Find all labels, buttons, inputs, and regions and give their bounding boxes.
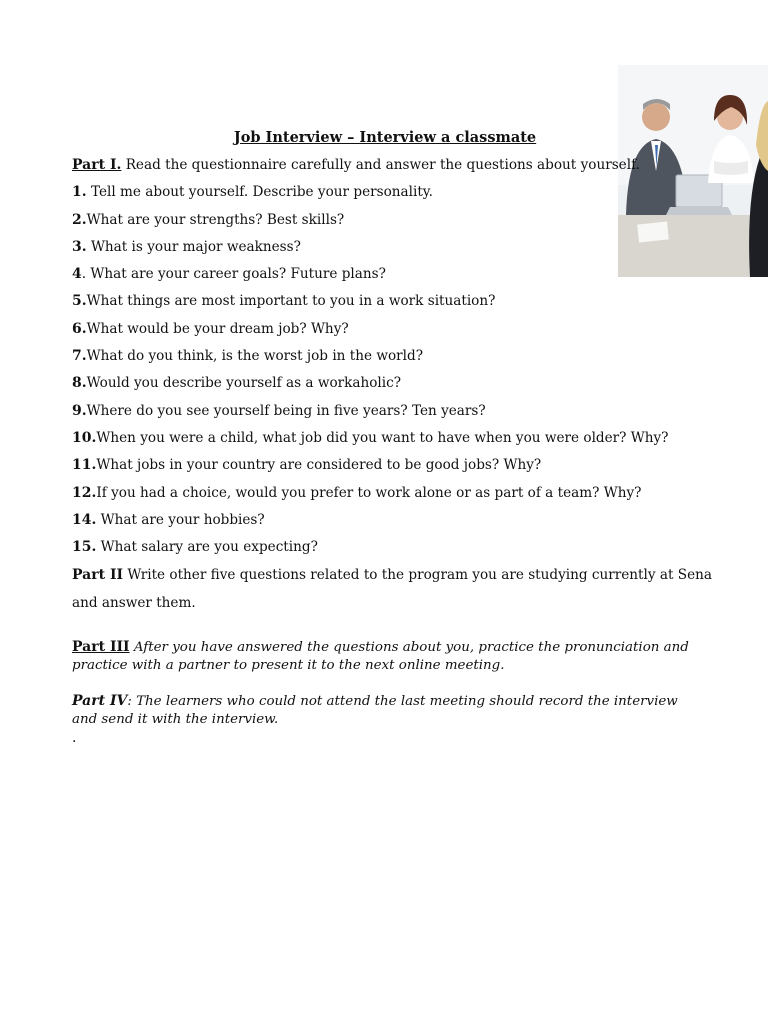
- question-number: 5.: [72, 293, 87, 310]
- question-number: 9.: [72, 402, 87, 419]
- question-text: Tell me about yourself. Describe your personality.: [86, 184, 433, 201]
- part-one-label: Part I.: [72, 157, 122, 173]
- question-item: [72, 538, 712, 565]
- question-item: [72, 238, 712, 265]
- part-three: [72, 638, 704, 675]
- question-text: What would be your dream job? Why?: [86, 320, 349, 337]
- question-number: 10.: [72, 429, 97, 446]
- question-number: 1.: [72, 184, 87, 201]
- question-item: [72, 347, 712, 374]
- question-number: 11.: [72, 457, 97, 474]
- part-three-text: After you have answered the questions about you, practice the pronunciation and practice with a partner to present it to the next online meeting.: [72, 640, 689, 673]
- question-item: [72, 374, 712, 401]
- question-item: [72, 429, 712, 456]
- question-text: What are your hobbies?: [96, 511, 265, 528]
- question-text: When you were a child, what job did you want to have when you were older? Why?: [96, 429, 669, 446]
- part-one: [72, 156, 712, 183]
- question-number: 3.: [72, 238, 87, 255]
- question-number: 12.: [72, 484, 97, 501]
- part-two: [72, 562, 712, 617]
- part-two-label: Part II: [72, 567, 124, 584]
- part-four-label: Part IV: [72, 693, 128, 709]
- question-item: [72, 320, 712, 347]
- question-number: 7.: [72, 348, 87, 365]
- question-text: What things are most important to you in a work situation?: [86, 293, 496, 310]
- question-item: [72, 484, 712, 511]
- part-three-label: Part III: [72, 639, 130, 655]
- question-item: [72, 402, 712, 429]
- document-title: Job Interview – Interview a classmate: [233, 129, 537, 146]
- question-item: [72, 292, 712, 319]
- question-number: 14.: [72, 511, 97, 528]
- trailing-period: .: [72, 730, 77, 746]
- question-item: [72, 211, 712, 238]
- question-item: [72, 183, 712, 210]
- question-text: If you had a choice, would you prefer to work alone or as part of a team? Why?: [96, 484, 642, 501]
- question-text: Would you describe yourself as a workaholic?: [86, 375, 402, 392]
- part-two-text: Write other five questions related to the program you are studying currently at Sena and answer them.: [72, 567, 712, 611]
- question-text: What is your major weakness?: [86, 238, 301, 255]
- part-four: [72, 692, 704, 729]
- part-one-text: Read the questionnaire carefully and answer the questions about yourself.: [121, 157, 640, 173]
- question-text: . What are your career goals? Future plans?: [81, 266, 386, 283]
- question-number: 4: [72, 266, 82, 283]
- question-text: What are your strengths? Best skills?: [86, 211, 345, 228]
- question-number: 2.: [72, 211, 87, 228]
- questionnaire: [72, 156, 712, 617]
- question-text: What do you think, is the worst job in the world?: [86, 348, 423, 365]
- question-item: [72, 265, 712, 292]
- question-number: 15.: [72, 539, 97, 556]
- part-four-text: : The learners who could not attend the last meeting should record the interview and send it with the interview.: [72, 694, 678, 727]
- question-text: Where do you see yourself being in five years? Ten years?: [86, 402, 486, 419]
- question-item: [72, 511, 712, 538]
- question-number: 8.: [72, 375, 87, 392]
- question-item: [72, 456, 712, 483]
- question-text: What salary are you expecting?: [96, 539, 318, 556]
- question-text: What jobs in your country are considered to be good jobs? Why?: [96, 457, 542, 474]
- question-number: 6.: [72, 320, 87, 337]
